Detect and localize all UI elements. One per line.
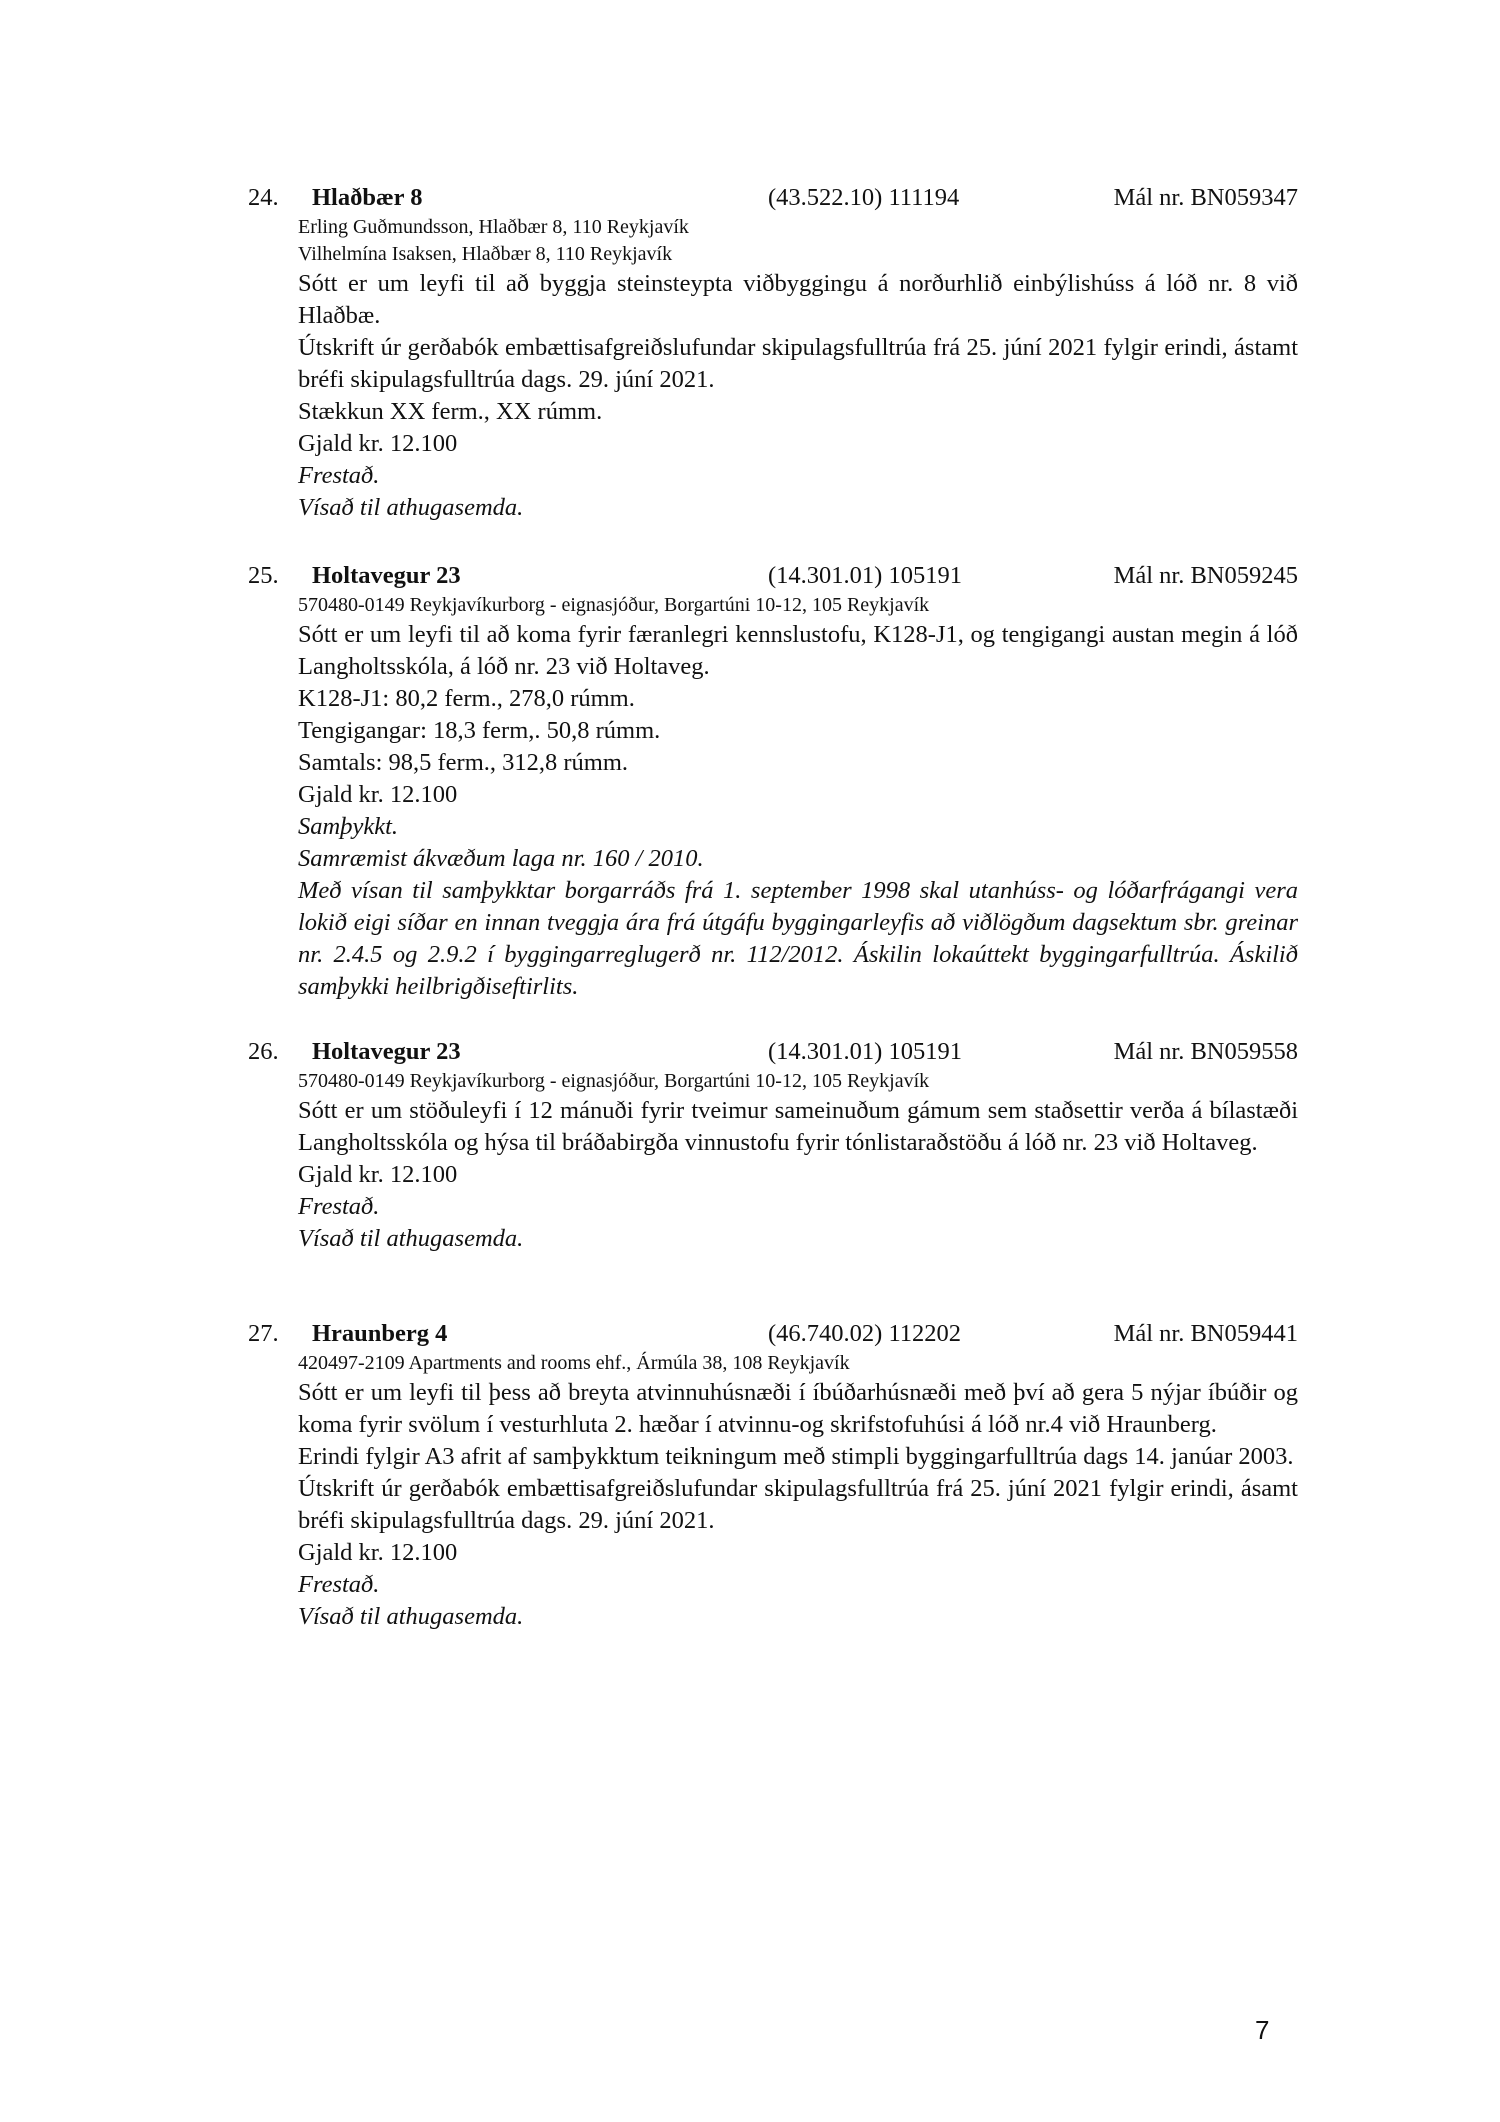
decision-line: Frestað. bbox=[298, 1193, 380, 1220]
land-id: (14.301.01) 105191 bbox=[768, 1038, 962, 1065]
area-line: Samtals: 98,5 ferm., 312,8 rúmm. bbox=[298, 749, 629, 776]
decision-line: Vísað til athugasemda. bbox=[298, 1225, 524, 1252]
conditions-text: Með vísan til samþykktar borgarráðs frá 1. september 1998 skal utanhúss- og lóðarfrágangi vera lokið eigi síðar en innan tveggja ára frá útgáfu byggingarleyfis að viðlögðum dagsektum sbr. greinar nr. 2.4.5 og 2.9.2 í byggingarreglugerð nr. 112/2012. Áskilin lokaúttekt byggingarfulltrúa. Áskilið samþykki heilbrigðiseftirlits. bbox=[298, 877, 1298, 1000]
decision-line: Frestað. bbox=[298, 1571, 380, 1598]
case-header bbox=[248, 560, 1298, 592]
case-header bbox=[248, 1036, 1298, 1068]
fee-line: Gjald kr. 12.100 bbox=[298, 781, 458, 808]
decision-line: Samræmist ákvæðum laga nr. 160 / 2010. bbox=[298, 845, 704, 872]
area-line: K128-J1: 80,2 ferm., 278,0 rúmm. bbox=[298, 685, 635, 712]
case-attachment: Erindi fylgir A3 afrit af samþykktum teikningum með stimpli byggingarfulltrúa dags 14. janúar 2003. bbox=[298, 1443, 1294, 1470]
case-line: Stækkun XX ferm., XX rúmm. bbox=[298, 398, 603, 425]
decision-line: Frestað. bbox=[298, 462, 380, 489]
case-reference: Mál nr. BN059245 bbox=[1113, 562, 1298, 589]
case-description: Sótt er um leyfi til þess að breyta atvinnuhúsnæði í íbúðarhúsnæði með því að gera 5 nýjar íbúðir og koma fyrir svölum í vesturhluta 2. hæðar í atvinnu-og skrifstofuhúsi á lóð nr.4 við Hraunberg. bbox=[298, 1379, 1298, 1438]
case-description: Sótt er um leyfi til að koma fyrir færanlegri kennslustofu, K128-J1, og tengigangi austan megin á lóð Langholtsskóla, á lóð nr. 23 við Holtaveg. bbox=[298, 621, 1298, 680]
case-body bbox=[298, 1068, 1298, 1255]
decision-line: Vísað til athugasemda. bbox=[298, 494, 524, 521]
case-reference: Mál nr. BN059347 bbox=[1113, 184, 1298, 211]
land-id: (14.301.01) 105191 bbox=[768, 562, 962, 589]
case-26 bbox=[248, 1036, 1298, 1255]
area-line: Tengigangar: 18,3 ferm,. 50,8 rúmm. bbox=[298, 717, 661, 744]
decision-line: Vísað til athugasemda. bbox=[298, 1603, 524, 1630]
case-body bbox=[298, 214, 1298, 524]
applicant: Erling Guðmundsson, Hlaðbær 8, 110 Reykjavík bbox=[298, 216, 689, 238]
case-body bbox=[298, 1350, 1298, 1633]
case-25 bbox=[248, 560, 1298, 1003]
land-id: (43.522.10) 111194 bbox=[768, 184, 960, 211]
case-address: Hraunberg 4 bbox=[312, 1320, 448, 1347]
land-id: (46.740.02) 112202 bbox=[768, 1320, 962, 1347]
case-header bbox=[248, 182, 1298, 214]
case-number: 25. bbox=[248, 562, 279, 589]
applicant: 570480-0149 Reykjavíkurborg - eignasjóður, Borgartúni 10-12, 105 Reykjavík bbox=[298, 1070, 930, 1092]
case-reference: Mál nr. BN059558 bbox=[1113, 1038, 1298, 1065]
decision-line: Samþykkt. bbox=[298, 813, 398, 840]
case-description: Sótt er um leyfi til að byggja steinsteypta viðbyggingu á norðurhlið einbýlishúss á lóð nr. 8 við Hlaðbæ. bbox=[298, 270, 1298, 329]
case-address: Holtavegur 23 bbox=[312, 1038, 461, 1065]
applicant: Vilhelmína Isaksen, Hlaðbær 8, 110 Reykjavík bbox=[298, 243, 673, 265]
case-27 bbox=[248, 1318, 1298, 1633]
fee-line: Gjald kr. 12.100 bbox=[298, 1539, 458, 1566]
applicant: 570480-0149 Reykjavíkurborg - eignasjóður, Borgartúni 10-12, 105 Reykjavík bbox=[298, 594, 930, 616]
fee-line: Gjald kr. 12.100 bbox=[298, 430, 458, 457]
case-address: Holtavegur 23 bbox=[312, 562, 461, 589]
case-address: Hlaðbær 8 bbox=[312, 184, 423, 211]
case-reference: Mál nr. BN059441 bbox=[1113, 1320, 1298, 1347]
case-number: 24. bbox=[248, 184, 279, 211]
case-attachment: Útskrift úr gerðabók embættisafgreiðslufundar skipulagsfulltrúa frá 25. júní 2021 fylgir erindi, ástamt bréfi skipulagsfulltrúa dags. 29. júní 2021. bbox=[298, 334, 1298, 393]
case-number: 26. bbox=[248, 1038, 279, 1065]
case-24 bbox=[248, 182, 1298, 524]
case-description: Sótt er um stöðuleyfi í 12 mánuði fyrir tveimur sameinuðum gámum sem staðsettir verða á bílastæði Langholtsskóla og hýsa til bráðabirgða vinnustofu fyrir tónlistaraðstöðu á lóð nr. 23 við Holtaveg. bbox=[298, 1097, 1298, 1156]
case-body bbox=[298, 592, 1298, 1003]
page-number: 7 bbox=[1255, 2015, 1270, 2045]
applicant: 420497-2109 Apartments and rooms ehf., Ármúla 38, 108 Reykjavík bbox=[298, 1352, 850, 1374]
case-number: 27. bbox=[248, 1320, 279, 1347]
case-header bbox=[248, 1318, 1298, 1350]
fee-line: Gjald kr. 12.100 bbox=[298, 1161, 458, 1188]
case-attachment: Útskrift úr gerðabók embættisafgreiðslufundar skipulagsfulltrúa frá 25. júní 2021 fylgir erindi, ásamt bréfi skipulagsfulltrúa dags. 29. júní 2021. bbox=[298, 1475, 1298, 1534]
